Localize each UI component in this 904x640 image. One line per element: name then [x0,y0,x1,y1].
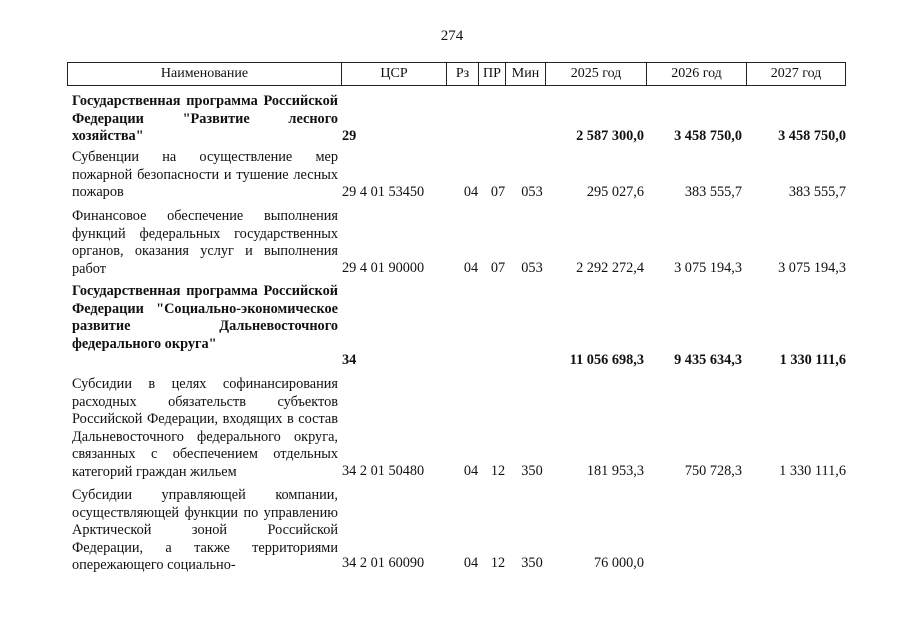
row-2027: 1 330 111,6 [779,352,846,368]
row-pr: 07 [490,184,506,200]
row-csr: 34 2 01 60090 [342,555,425,571]
row-2025: 295 027,6 [586,184,644,200]
row-2026: 9 435 634,3 [674,352,742,368]
row-min: 350 [521,463,543,479]
row-2027: 3 075 194,3 [778,260,846,276]
row-rz: 04 [463,463,479,479]
row-2026: 383 555,7 [684,184,742,200]
row-2025: 11 056 698,3 [569,352,644,368]
header-min: Мин [505,63,545,85]
header-pr: ПР [478,63,505,85]
row-2027: 383 555,7 [788,184,846,200]
header-2026: 2026 год [646,63,746,85]
row-2027: 1 330 111,6 [779,463,846,479]
row-min: 053 [521,184,543,200]
row-csr: 29 4 01 53450 [342,184,425,200]
row-csr: 34 [342,352,357,368]
row-min: 350 [521,555,543,571]
row-2025: 76 000,0 [593,555,644,571]
table-header [67,62,846,86]
row-2025: 2 587 300,0 [576,128,644,144]
row-pr: 12 [490,463,506,479]
row-name: Субсидии управляющей компании, осуществляющей функции по управлению Арктической зоной Российской Федерации, а также территориями опережающего социально- [72,487,338,573]
header-2025: 2025 год [545,63,646,85]
row-csr: 29 [342,128,357,144]
row-rz: 04 [463,260,479,276]
row-csr: 34 2 01 50480 [342,463,425,479]
header-name: Наименование [67,63,341,85]
row-rz: 04 [463,555,479,571]
row-2026: 750 728,3 [684,463,742,479]
row-rz: 04 [463,184,479,200]
row-name: Финансовое обеспечение выполнения функций федеральных государственных органов, оказания услуг и выполнения работ [72,208,338,277]
row-2027: 3 458 750,0 [778,128,846,144]
row-2026: 3 075 194,3 [674,260,742,276]
row-2026: 3 458 750,0 [674,128,742,144]
row-pr: 12 [490,555,506,571]
row-csr: 29 4 01 90000 [342,260,425,276]
row-name: Государственная программа Российской Федерации "Развитие лесного хозяйства" [72,93,338,144]
row-name: Субвенции на осуществление мер пожарной безопасности и тушение лесных пожаров [72,149,338,200]
row-min: 053 [521,260,543,276]
row-2025: 181 953,3 [586,463,644,479]
row-pr: 07 [490,260,506,276]
header-csr: ЦСР [341,63,446,85]
header-rz: Рз [446,63,478,85]
row-name: Государственная программа Российской Федерации "Социально-экономическое развитие Дальневосточного федерального округа" [72,283,338,352]
page-number: 274 [440,28,464,44]
row-2025: 2 292 272,4 [576,260,644,276]
row-name: Субсидии в целях софинансирования расходных обязательств субъектов Российской Федерации, входящих в состав Дальневосточного федерального округа, связанных с обеспечением отдельных категорий граждан жильем [72,376,338,480]
header-2027: 2027 год [746,63,846,85]
